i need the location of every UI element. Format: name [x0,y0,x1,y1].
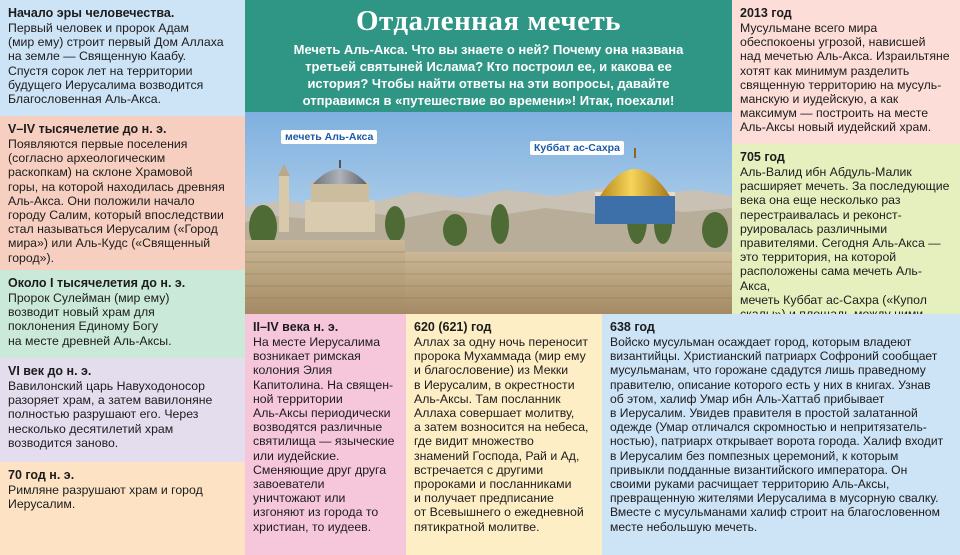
section-70-ad [0,462,245,555]
section-text: Появляются первые поселения (согласно археологическим раскопкам) на склоне Храмовой горы, на которой находилась древняя Аль-Акса. Они положили начало городу Салим, который впоследствии стал называться Иерусалим («Город мира») или Аль-Кудс («Священный город»). [8,137,225,265]
section-2013 [732,0,960,144]
section-2-4-century-ad [245,314,406,555]
section-6-century-bc [0,358,245,462]
intro-text: Мечеть Аль-Акса. Что вы знаете о ней? Почему она названа третьей святыней Ислама? Кто построил ее, и какова ее история? Чтобы найти ответы на эти вопросы, давайте отправимся в «путешествие во времени»! Итак, поехали! [293,42,684,108]
section-text: Мусульмане всего мира обеспокоены угрозой, нависшей над мечетью Аль-Акса. Израильтяне хотят как минимум разделить священную территорию на мусуль- манскую и иудейскую, а как максимум — построить на месте Аль-Аксы новый иудейский храм. [740,21,950,135]
section-creation [0,0,245,116]
section-text: На месте Иерусалима возникает римская колония Элия Капитолина. На священ- ной территории Аль-Аксы периодически возводятся различные святилища — языческие или иудейские. Сменяющие друг друга завоеватели уничтожают или изгоняют из города то христиан, то иудеев. [253,335,395,534]
section-705 [732,144,960,314]
section-heading: 620 (621) год [414,320,492,334]
section-heading: 70 год н. э. [8,468,75,482]
section-heading: 2013 год [740,6,792,20]
page-title: Отдаленная мечеть [355,5,622,37]
al-aqsa-photo-label: мечеть Аль-Акса [281,130,377,144]
section-1-millennium-bc [0,270,245,358]
section-text: Римляне разрушают храм и город Иерусалим. [8,483,203,512]
section-heading: VI век до н. э. [8,364,92,378]
section-heading: 638 год [610,320,655,334]
section-text: Вавилонский царь Навуходоносор разоряет храм, а затем вавилоняне полностью разрушают его. Через несколько десятилетий храм возводится заново. [8,379,213,450]
section-heading: Начало эры человечества. [8,6,175,20]
section-text: Пророк Сулейман (мир ему) возводит новый храм для поклонения Единому Богу на месте древней Аль-Аксы. [8,291,172,348]
section-text: Войско мусульман осаждает город, которым владеют византийцы. Христианский патриарх Софроний сообщает мусульманам, что горожане сдадутся лишь праведному правителю, описание которого есть у них в книгах. Узнав об этом, халиф Умар ибн Аль-Хаттаб прибывает в Иерусалим. Увидев правителя в простой залатанной одежде (Умар отличался скромностью и непритязатель- ностью), патриарх открывает ворота города. Халиф входит в Иерусалим без помпезных церемоний, к которым привыкли подданные византийского императора. Он своими руками расчищает территорию Аль-Аксы, превращенную жителями Иерусалима в мусорную свалку. Вместе с мусульманами халиф строит на благословенном месте небольшую мечеть. [610,335,944,534]
jerusalem-photo [245,112,732,314]
dome-of-rock-photo-label: Куббат ас-Сахра [530,141,624,155]
section-text: Аллах за одну ночь переносит пророка Мухаммада (мир ему и благословение) из Мекки в Иерусалим, в окрестности Аль-Аксы. Там посланник Аллаха совершает молитву, а затем возносится на небеса, где видит множество знамений Господа, Рай и Ад, встречается с другими пророками и посланниками и получает предписание от Всевышнего о ежедневной пятикратной молитве. [414,335,589,534]
section-5-4-millennium-bc [0,116,245,270]
section-text: Аль-Валид ибн Абдуль-Малик расширяет мечеть. За последующие века она еще несколько раз перестраивалась и реконст- руировалась различными правителями. Сегодня Аль-Акса — это территория, на которой расположены сама мечеть Аль-Акса, мечеть Куббат ас-Сахра («Купол [740,165,950,307]
section-heading: Около I тысячелетия до н. э. [8,276,186,290]
section-text: Первый человек и пророк Адам (мир ему) строит первый Дом Аллаха на земле — Священную Каабу. Спустя сорок лет на территории будущего Иерусалима возводится Благословенная Аль-Акса. [8,21,224,107]
section-heading: V–IV тысячелетие до н. э. [8,122,167,136]
section-638 [602,314,960,555]
header-banner [245,0,732,112]
section-heading: 705 год [740,150,785,164]
section-620 [406,314,602,555]
section-heading: II–IV века н. э. [253,320,339,334]
